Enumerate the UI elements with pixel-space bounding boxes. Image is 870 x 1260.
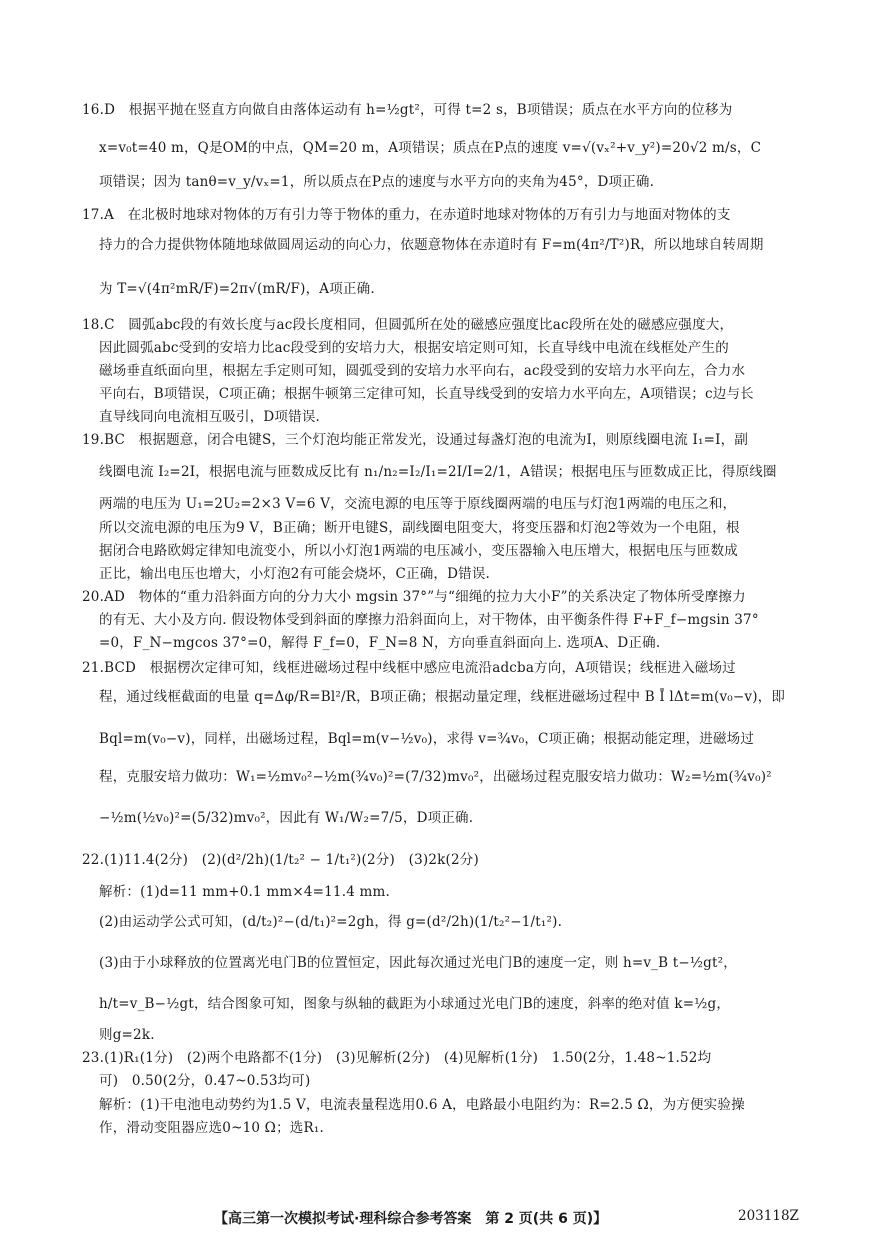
q18-line-4: 平向右，B项错误，C项正确；根据牛顿第三定律可知，长直导线受到的安培力水平向左，A项错误；c边与长 <box>99 386 754 402</box>
q19-line-6: 正比，输出电压也增大，小灯泡2有可能会烧坏，C正确，D错误. <box>99 566 491 582</box>
q19-line-4: 所以交流电源的电压为9 V，B正确；断开电键S，副线圈电阻变大，将变压器和灯泡2等效为一个电阻，根 <box>99 520 740 536</box>
q20-line-2: 的有无、大小及方向. 假设物体受到斜面的摩擦力沿斜面向上，对干物体，由平衡条件得 F+F_f−mgsin 37° <box>99 612 759 628</box>
q21-line-5: −½m(½v₀)²=(5/32)mv₀²，因此有 W₁/W₂=7/5，D项正确. <box>99 810 474 826</box>
q20-line-3: =0，F_N−mgcos 37°=0，解得 F_f=0，F_N=8 N，方向垂直斜面向上. 选项A、D正确. <box>99 635 661 651</box>
q19-line-3: 两端的电压为 U₁=2U₂=2×3 V=6 V，交流电源的电压等于原线圈两端的电压与灯泡1两端的电压之和， <box>99 496 737 512</box>
q22-line-2: 解析：(1)d=11 mm+0.1 mm×4=11.4 mm. <box>99 884 390 900</box>
q19-line-1: 19.BC 根据题意，闭合电键S，三个灯泡均能正常发光，设通过每盏灯泡的电流为I，则原线圈电流 I₁=I，副 <box>82 432 749 448</box>
q22-line-4: (3)由于小球释放的位置离光电门B的位置恒定，因此每次通过光电门B的速度一定，则 h=v_B t−½gt²， <box>99 955 737 971</box>
q18-line-1: 18.C 圆弧abc段的有效长度与ac段长度相同，但圆弧所在处的磁感应强度比ac段所在处的磁感应强度大， <box>82 317 734 333</box>
q20-line-1: 20.AD 物体的“重力沿斜面方向的分力大小 mgsin 37°”与“细绳的拉力大小F”的关系决定了物体所受摩擦力 <box>82 589 746 605</box>
q17-line-3: 为 T=√(4π²mR/F)=2π√(mR/F)，A项正确. <box>99 281 375 297</box>
q22-line-1: 22.(1)11.4(2分) (2)(d²/2h)(1/t₂² − 1/t₁²)(2分) (3)2k(2分) <box>82 852 479 868</box>
q22-line-3: (2)由运动学公式可知，(d/t₂)²−(d/t₁)²=2gh，得 g=(d²/2h)(1/t₂²−1/t₁²). <box>99 914 563 930</box>
q17-line-1: 17.A 在北极时地球对物体的万有引力等于物体的重力，在赤道时地球对物体的万有引力与地面对物体的支 <box>82 207 731 223</box>
q23-line-4: 作，滑动变阻器应选0~10 Ω；选R₁. <box>99 1120 324 1136</box>
q19-line-5: 据闭合电路欧姆定律知电流变小，所以小灯泡1两端的电压减小，变压器输入电压增大，根据电压与匝数成 <box>99 543 738 559</box>
q16-line-2: x=v₀t=40 m，Q是OM的中点，QM=20 m，A项错误；质点在P点的速度 v=√(vₓ²+v_y²)=20√2 m/s，C <box>99 140 762 156</box>
footer-title: 【高三第一次模拟考试·理科综合参考答案 第 2 页(共 6 页)】 <box>214 1211 608 1227</box>
q16-line-1: 16.D 根据平抛在竖直方向做自由落体运动有 h=½gt²，可得 t=2 s，B项错误；质点在水平方向的位移为 <box>82 102 733 118</box>
footer-code: 203118Z <box>738 1208 799 1224</box>
q21-line-1: 21.BCD 根据楞次定律可知，线框进磁场过程中线框中感应电流沿adcba方向，A项错误；线框进入磁场过 <box>82 660 736 676</box>
q18-line-2: 因此圆弧abc受到的安培力比ac段受到的安培力大，根据安培定则可知，长直导线中电流在线框处产生的 <box>99 340 729 356</box>
q16-line-3: 项错误；因为 tanθ=v_y/vₓ=1，所以质点在P点的速度与水平方向的夹角为45°，D项正确. <box>99 174 655 190</box>
q19-line-2: 线圈电流 I₂=2I，根据电流与匝数成反比有 n₁/n₂=I₂/I₁=2I/I=2/1，A错误；根据电压与匝数成正比，得原线圈 <box>99 464 777 480</box>
q17-line-2: 持力的合力提供物体随地球做圆周运动的向心力，依题意物体在赤道时有 F=m(4π²/T²)R，所以地球自转周期 <box>99 237 764 253</box>
q22-line-5: h/t=v_B−½gt，结合图象可知，图象与纵轴的截距为小球通过光电门B的速度，斜率的绝对值 k=½g， <box>99 996 731 1012</box>
q18-line-3: 磁场垂直纸面向里，根据左手定则可知，圆弧受到的安培力水平向右，ac段受到的安培力水平向左，合力水 <box>99 363 746 379</box>
q21-line-2: 程，通过线框截面的电量 q=Δφ/R=Bl²/R，B项正确；根据动量定理，线框进磁场过程中 B Ī lΔt=m(v₀−v)，即 <box>99 689 786 705</box>
q21-line-3: Bql=m(v₀−v)，同样，出磁场过程，Bql=m(v−½v₀)，求得 v=¾v₀，C项正确；根据动能定理，进磁场过 <box>99 731 755 747</box>
q22-line-6: 则g=2k. <box>99 1027 155 1043</box>
q21-line-4: 程，克服安培力做功：W₁=½mv₀²−½m(¾v₀)²=(7/32)mv₀²，出磁场过程克服安培力做功：W₂=½m(¾v₀)² <box>99 769 772 785</box>
q18-line-5: 直导线同向电流相互吸引，D项错误. <box>99 409 321 425</box>
q23-line-2: 可) 0.50(2分，0.47~0.53均可) <box>99 1073 311 1089</box>
q23-line-1: 23.(1)R₁(1分) (2)两个电路都不(1分) (3)见解析(2分) (4)见解析(1分) 1.50(2分，1.48~1.52均 <box>82 1050 712 1066</box>
q23-line-3: 解析：(1)干电池电动势约为1.5 V，电流表量程选用0.6 A，电路最小电阻约为：R=2.5 Ω，为方便实验操 <box>99 1097 745 1113</box>
